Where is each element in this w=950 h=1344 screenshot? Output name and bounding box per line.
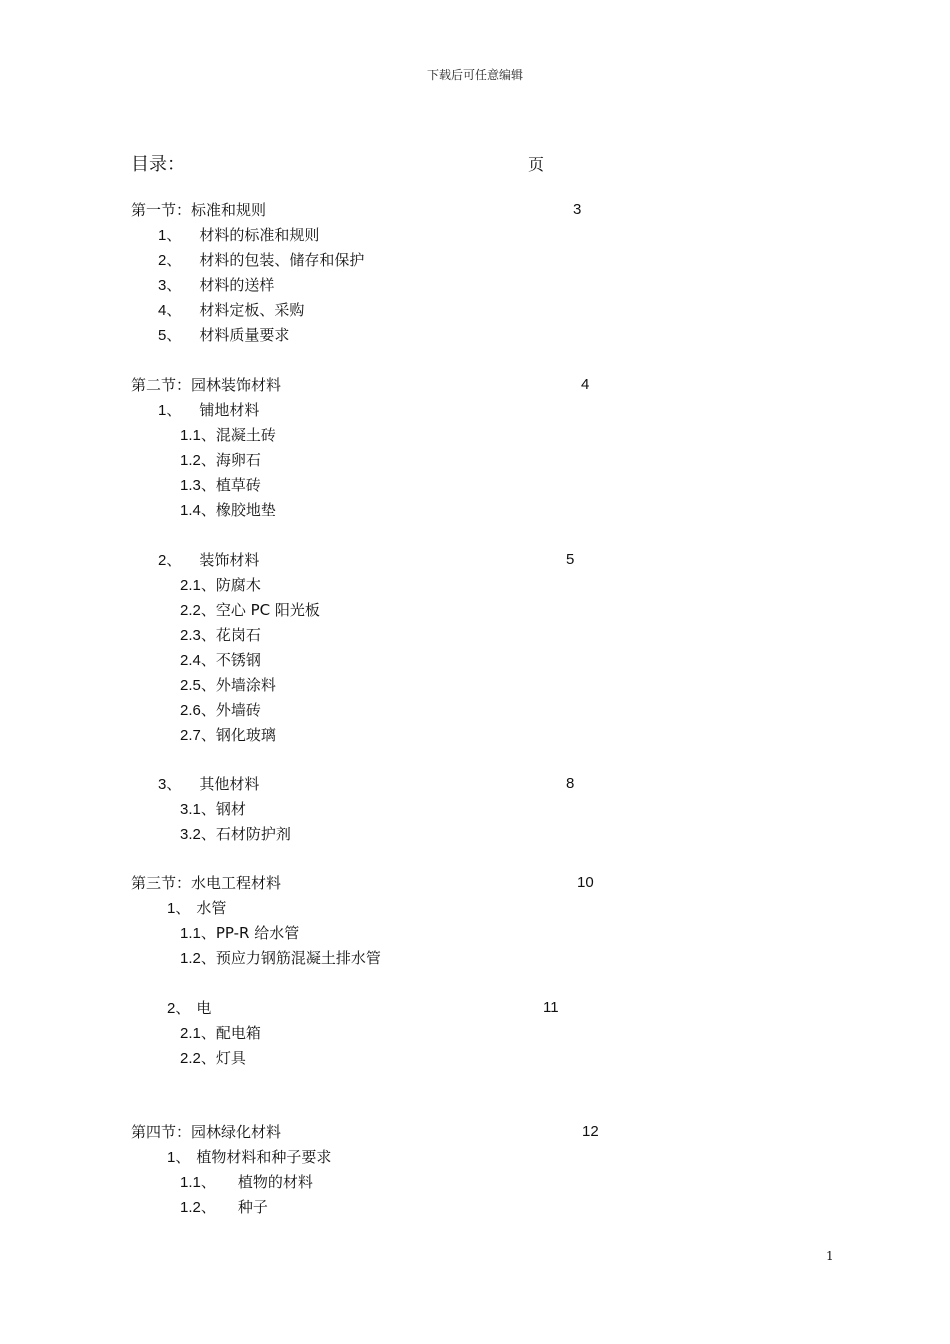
subitem-label: 、钢材 [200,800,246,818]
group-label: 装饰材料 [199,551,260,569]
subitem-number: 2.4 [180,652,201,669]
section-title: 第一节：标准和规则 [131,201,267,219]
item-number: 4、 [158,302,182,319]
subitem-label: 、海卵石 [200,451,261,469]
toc-subitem [180,675,276,696]
item-label: 材料定板、采购 [199,301,305,319]
subitem-label: 、防腐木 [200,576,261,594]
subitem-number: 2.6 [180,702,201,719]
page-header: 下载后可任意编辑 [426,68,523,82]
toc-subitem [180,700,261,721]
item-label: 材料的包装、储存和保护 [199,251,365,269]
subitem-number: 1.2 [180,950,201,967]
group-number: 1、 [167,900,191,917]
subitem-label: 、预应力钢筋混凝土排水管 [200,949,381,967]
toc-subitem [180,600,320,621]
toc-subitem [180,1197,268,1218]
toc-group [158,774,259,795]
toc-subitem [180,475,261,496]
subitem-number: 1.3 [180,477,201,494]
group-number: 1、 [158,402,182,419]
group-number: 2、 [158,552,182,569]
item-number: 2、 [158,252,182,269]
subitem-label: 、橡胶地垫 [200,501,276,519]
toc-title: 目录： [131,154,185,175]
subitem-number: 2.7 [180,727,201,744]
toc-subitem [180,799,246,820]
item-label: 材料的送样 [199,276,275,294]
subitem-label: 、石材防护剂 [200,825,291,843]
subitem-label: 、不锈钢 [200,651,261,669]
section-page-number: 4 [581,376,590,393]
footer-page-number: 1 [826,1249,834,1263]
subitem-label: 、花岗石 [200,626,261,644]
toc-subitem [180,575,261,596]
toc-group [167,898,226,919]
subitem-label: 种子 [237,1198,268,1216]
item-label: 材料的标准和规则 [199,226,320,244]
subitem-number: 3.2 [180,826,201,843]
group-label: 电 [196,999,212,1017]
group-page-number: 11 [543,999,559,1016]
group-number: 3、 [158,776,182,793]
toc-subitem [180,1172,313,1193]
group-number: 1、 [167,1149,191,1166]
subitem-label: 、植草砖 [200,476,261,494]
subitem-label: 、钢化玻璃 [200,726,276,744]
subitem-number: 1.1 [180,925,201,942]
group-number: 2、 [167,1000,191,1017]
section-page-number: 10 [577,874,594,891]
toc-group [158,400,259,421]
toc-subitem [180,650,261,671]
toc-subitem [180,425,276,446]
subitem-number: 2.5 [180,677,201,694]
item-number: 5、 [158,327,182,344]
toc-item [158,325,289,346]
item-label: 材料质量要求 [199,326,290,344]
toc-subitem [180,625,261,646]
toc-subitem [180,1048,246,1069]
item-number: 1、 [158,227,182,244]
section-title: 第三节：水电工程材料 [131,874,282,892]
group-label: 铺地材料 [199,401,260,419]
subitem-label: 、灯具 [200,1049,246,1067]
toc-item [158,300,304,321]
subitem-label: 植物的材料 [237,1173,313,1191]
subitem-label: 、外墙涂料 [200,676,276,694]
toc-item [158,250,364,271]
toc-page-column-label: 页 [528,155,545,174]
toc-item [158,225,319,246]
toc-subitem [180,450,261,471]
subitem-number: 2.2 [180,602,201,619]
toc-group [158,550,259,571]
toc-subitem [180,923,299,944]
toc-subitem [180,725,276,746]
subitem-number: 1.1 [180,427,201,444]
subitem-number: 1.4 [180,502,201,519]
toc-item [158,275,274,296]
group-label: 植物材料和种子要求 [196,1148,332,1166]
section-page-number: 12 [582,1123,599,1140]
subitem-label: 、PP-R 给水管 [200,924,300,942]
group-page-number: 5 [566,551,575,568]
toc-subitem [180,1023,261,1044]
section-title: 第四节：园林绿化材料 [131,1123,282,1141]
toc-subitem [180,824,291,845]
subitem-label: 、混凝土砖 [200,426,276,444]
subitem-number: 3.1 [180,801,201,818]
item-number: 3、 [158,277,182,294]
subitem-label: 、空心 PC 阳光板 [200,601,320,619]
toc-group [167,1147,331,1168]
subitem-label: 、配电箱 [200,1024,261,1042]
subitem-number: 2.1 [180,577,201,594]
subitem-number: 2.2 [180,1050,201,1067]
subitem-number: 2.3 [180,627,201,644]
group-label: 水管 [196,899,227,917]
subitem-number: 1.2、 [180,1199,216,1216]
subitem-number: 1.1、 [180,1174,216,1191]
toc-subitem [180,948,381,969]
subitem-number: 2.1 [180,1025,201,1042]
group-label: 其他材料 [199,775,260,793]
section-title: 第二节：园林装饰材料 [131,376,282,394]
group-page-number: 8 [566,775,575,792]
toc-group [167,998,211,1019]
subitem-label: 、外墙砖 [200,701,261,719]
section-page-number: 3 [573,201,582,218]
subitem-number: 1.2 [180,452,201,469]
toc-subitem [180,500,276,521]
